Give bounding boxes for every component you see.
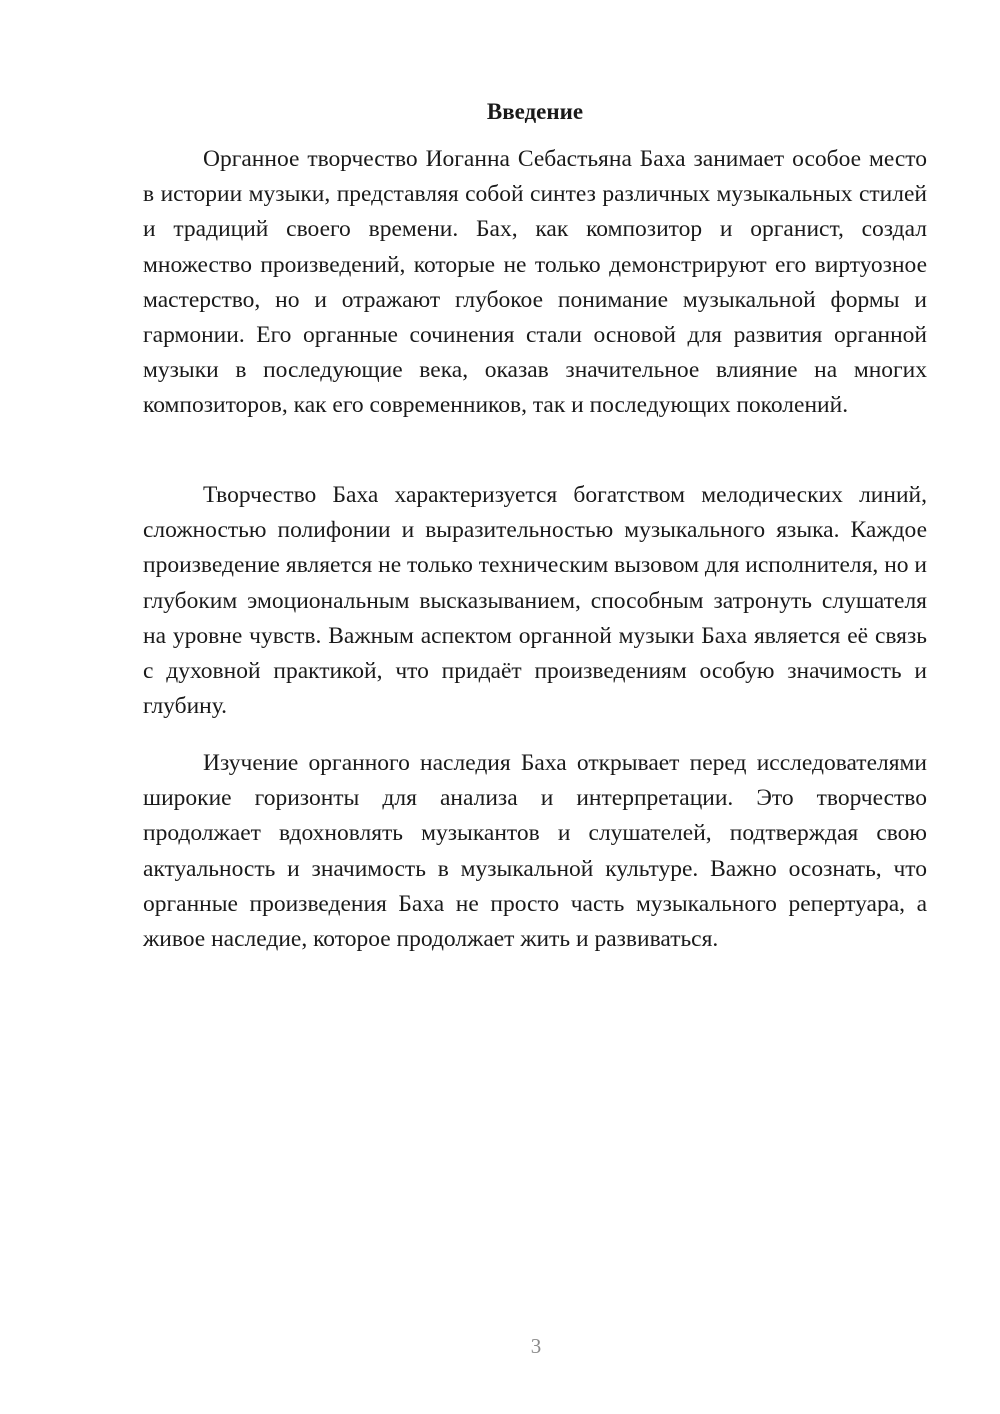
- paragraph-1: Органное творчество Иоганна Себастьяна Баха занимает особое место в истории музыки, представляя собой синтез различных музыкальных стилей и традиций своего времени. Бах, как композитор и органист, создал множество произведений, которые не только демонстрируют его виртуозное мастерство, но и отражают глубокое понимание музыкальной формы и гармонии. Его органные сочинения стали основой для развития органной музыки в последующие века, оказав значительное влияние на многих композиторов, как его современников, так и последующих поколений.: [143, 146, 927, 419]
- paragraph-3: Изучение органного наследия Баха открывает перед исследователями широкие горизонты для анализа и интерпретации. Это творчество продолжает вдохновлять музыкантов и слушателей, подтверждая свою актуальность и значимость в музыкальной культуре. Важно осознать, что органные произведения Баха не просто часть музыкального репертуара, а живое наследие, которое продолжает жить и развиваться.: [143, 750, 927, 953]
- page-number: 3: [530, 1334, 542, 1358]
- paragraph-2: Творчество Баха характеризуется богатством мелодических линий, сложностью полифонии и выразительностью музыкального языка. Каждое произведение является не только техническим вызовом для исполнителя, но и глубоким эмоциональным высказыванием, способным затронуть слушателя на уровне чувств. Важным аспектом органной музыки Баха является её связь с духовной практикой, что придаёт произведениям особую значимость и глубину.: [143, 482, 927, 720]
- page-title: Введение: [486, 99, 584, 124]
